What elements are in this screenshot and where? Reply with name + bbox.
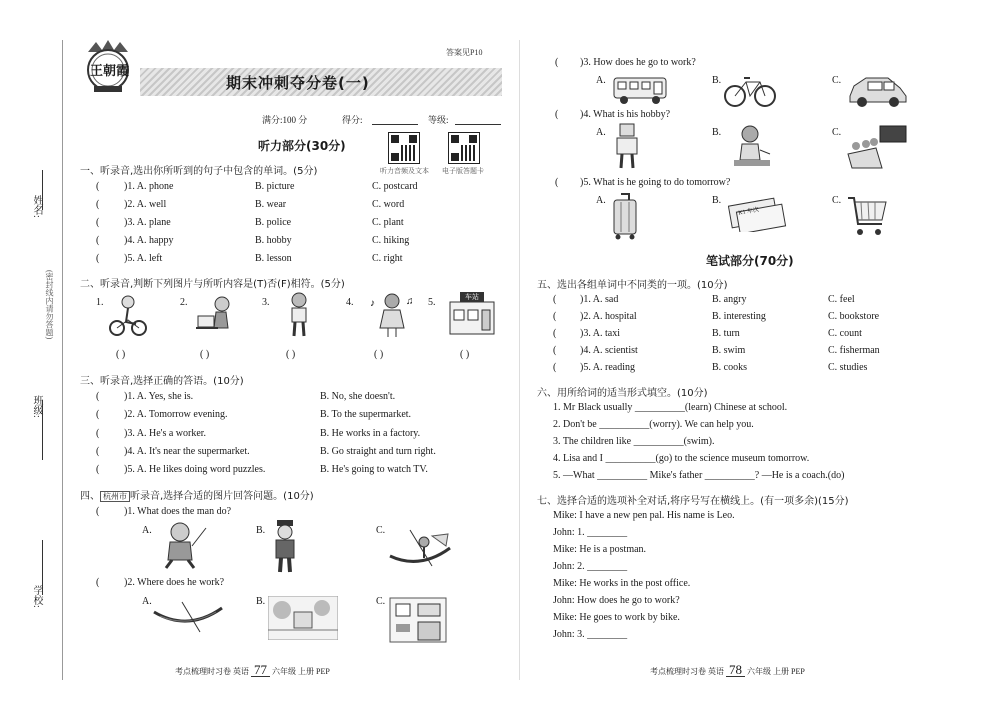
answer-paren[interactable]: ( ) bbox=[116, 349, 126, 360]
option-a: )1. A. Yes, she is. bbox=[124, 391, 194, 402]
listening-title: 听力部分(30分) bbox=[258, 139, 346, 153]
grade-label: 等级: bbox=[428, 115, 449, 125]
footer-right bbox=[650, 663, 805, 678]
score-field[interactable] bbox=[372, 124, 418, 125]
option-b: B. bbox=[256, 596, 266, 607]
option-b: B. Go straight and turn right. bbox=[320, 446, 436, 457]
page-title: 期末冲刺夺分卷(一) bbox=[226, 74, 370, 92]
answer-paren[interactable]: ( bbox=[553, 362, 557, 373]
boat-icon bbox=[152, 598, 224, 639]
section-4-prefix: 四、 bbox=[80, 491, 100, 502]
question-text: )4. What is his hobby? bbox=[580, 109, 671, 120]
qr-code-answer-sheet[interactable] bbox=[448, 132, 480, 164]
answer-paren[interactable]: ( bbox=[96, 235, 100, 246]
binding-name-label: 姓名: bbox=[31, 195, 42, 218]
binding-class-label: 班级: bbox=[31, 395, 42, 418]
section-2-title: 二、听录音,判断下列图片与所听内容是(T)否(F)相符。(5分) bbox=[80, 279, 345, 290]
option-c: C. bbox=[832, 195, 842, 206]
footer-grade: 六年级 上册 PEP bbox=[747, 667, 805, 676]
option-b: B. bbox=[712, 75, 722, 86]
option-b: B. picture bbox=[255, 181, 295, 192]
option-b: B. wear bbox=[255, 199, 287, 210]
option-b: B. turn bbox=[712, 328, 740, 339]
option-b: B. lesson bbox=[255, 253, 292, 264]
picture-number: 4. bbox=[346, 297, 354, 308]
dialog-line[interactable]: John: 2. ________ bbox=[553, 561, 628, 572]
answer-paren[interactable]: ( bbox=[96, 391, 100, 402]
writing-title: 笔试部分(70分) bbox=[706, 254, 794, 268]
option-b: B. He's going to watch TV. bbox=[320, 464, 428, 475]
answer-paren[interactable]: ( bbox=[96, 506, 100, 517]
option-a: A. bbox=[596, 75, 606, 86]
answer-paren[interactable]: ( bbox=[96, 199, 100, 210]
option-a: )3. A. plane bbox=[124, 217, 171, 228]
option-a: )2. A. Tomorrow evening. bbox=[124, 409, 228, 420]
option-c: C. count bbox=[828, 328, 862, 339]
svg-text:♪: ♪ bbox=[370, 298, 375, 309]
option-a: )5. A. reading bbox=[580, 362, 635, 373]
option-c: C. postcard bbox=[372, 181, 418, 192]
option-c: C. bbox=[376, 525, 386, 536]
answer-paren[interactable]: ( bbox=[96, 577, 100, 588]
boy-using-computer-icon bbox=[196, 294, 236, 339]
option-a: )5. A. left bbox=[124, 253, 163, 264]
station-sign: 车站 bbox=[460, 292, 484, 302]
option-a: A. bbox=[142, 525, 152, 536]
option-b: B. interesting bbox=[712, 311, 766, 322]
option-c: C. plant bbox=[372, 217, 404, 228]
full-score: 满分:100 分 bbox=[262, 115, 308, 125]
question-text: )1. What does the man do? bbox=[124, 506, 232, 517]
option-b: B. bbox=[256, 525, 266, 536]
option-c: C. feel bbox=[828, 294, 855, 305]
answer-paren[interactable]: ( bbox=[96, 253, 100, 264]
answer-paren[interactable]: ( bbox=[553, 345, 557, 356]
footer-series: 考点梳理时习卷 英语 bbox=[650, 667, 724, 676]
section-1-title: 一、听录音,选出你所听到的句子中包含的单词。(5分) bbox=[80, 166, 318, 177]
section-5-title: 五、选出各组单词中不同类的一项。(10分) bbox=[537, 280, 728, 291]
option-a: )1. A. sad bbox=[580, 294, 619, 305]
option-a: )4. A. happy bbox=[124, 235, 174, 246]
picture-number: 3. bbox=[262, 297, 270, 308]
brand-logo bbox=[80, 38, 136, 94]
option-c: C. bookstore bbox=[828, 311, 880, 322]
suitcase-icon bbox=[612, 192, 638, 245]
dialog-line: Mike: I have a new pen pal. His name is Leo. bbox=[553, 510, 735, 521]
binding-school-label: 学校: bbox=[31, 585, 42, 608]
section-3-title: 三、听录音,选择正确的答语。(10分) bbox=[80, 376, 244, 387]
fill-blank-line[interactable]: 1. Mr Black usually __________(learn) Chinese at school. bbox=[553, 402, 788, 413]
option-b: B. bbox=[712, 127, 722, 138]
option-a: A. bbox=[596, 195, 606, 206]
option-a: )3. A. taxi bbox=[580, 328, 620, 339]
option-a: )2. A. hospital bbox=[580, 311, 637, 322]
option-c: C. right bbox=[372, 253, 403, 264]
option-a: )4. A. scientist bbox=[580, 345, 638, 356]
question-text: )3. How does he go to work? bbox=[580, 57, 696, 68]
svg-text:♫: ♫ bbox=[406, 296, 414, 307]
picture-number: 5. bbox=[428, 297, 436, 308]
dialog-line[interactable]: John: 3. ________ bbox=[553, 629, 628, 640]
car-icon bbox=[846, 74, 908, 113]
answer-paren[interactable]: ( bbox=[96, 217, 100, 228]
bicycle-icon bbox=[724, 72, 776, 113]
section-6-title: 六、用所给词的适当形式填空。(10分) bbox=[537, 388, 708, 399]
boy-drawing-icon bbox=[728, 124, 774, 175]
option-b: B. angry bbox=[712, 294, 747, 305]
answer-paren[interactable]: ( bbox=[553, 311, 557, 322]
answer-reference: 答案见P10 bbox=[446, 48, 483, 57]
option-c: C. hiking bbox=[372, 235, 410, 246]
option-a: A. bbox=[596, 127, 606, 138]
option-c: C. fisherman bbox=[828, 345, 880, 356]
option-b: B. To the supermarket. bbox=[320, 409, 412, 420]
answer-paren[interactable]: ( bbox=[96, 446, 100, 457]
binding-note: (密封线内请勿答题) bbox=[45, 270, 54, 340]
option-b: B. bbox=[712, 195, 722, 206]
ticket-text: K1 车次 bbox=[737, 207, 760, 217]
answer-paren[interactable]: ( ) bbox=[460, 349, 470, 360]
page-number: 78 bbox=[726, 663, 745, 677]
park-scene-icon bbox=[268, 596, 338, 645]
footer-series: 考点梳理时习卷 英语 bbox=[175, 667, 249, 676]
option-a: )4. A. It's near the supermarket. bbox=[124, 446, 250, 457]
dialog-line: Mike: He goes to work by bike. bbox=[553, 612, 680, 623]
train-ticket-icon bbox=[728, 196, 788, 237]
picture-number: 2. bbox=[180, 297, 188, 308]
answer-paren[interactable]: ( ) bbox=[286, 349, 296, 360]
fill-blank-line[interactable]: 2. Don't be __________(worry). We can help you. bbox=[553, 419, 754, 430]
option-a: )1. A. phone bbox=[124, 181, 174, 192]
brand-logo-text: 王朝霞 bbox=[90, 64, 130, 79]
fill-blank-line[interactable]: 3. The children like __________(swim). bbox=[553, 436, 715, 447]
gondola-icon bbox=[388, 526, 452, 575]
answer-paren[interactable]: ( bbox=[555, 109, 559, 120]
option-b: B. cooks bbox=[712, 362, 747, 373]
office-building-icon bbox=[388, 596, 448, 649]
answer-paren[interactable]: ( bbox=[96, 181, 100, 192]
answer-paren[interactable]: ( bbox=[96, 409, 100, 420]
option-c: C. bbox=[376, 596, 386, 607]
option-b: B. swim bbox=[712, 345, 746, 356]
answer-paren[interactable]: ( ) bbox=[374, 349, 384, 360]
answer-paren[interactable]: ( bbox=[555, 57, 559, 68]
boy-standing-icon bbox=[284, 292, 314, 343]
answer-paren[interactable]: ( bbox=[96, 464, 100, 475]
binding-school-line bbox=[42, 540, 43, 595]
answer-paren[interactable]: ( bbox=[96, 428, 100, 439]
section-4-text: 听录音,选择合适的图片回答问题。(10分) bbox=[130, 491, 314, 502]
footer-grade: 六年级 上册 PEP bbox=[272, 667, 330, 676]
fill-blank-line[interactable]: 4. Lisa and I __________(go) to the science museum tomorrow. bbox=[553, 453, 810, 464]
page-number: 77 bbox=[251, 663, 270, 677]
footer-left bbox=[175, 663, 330, 678]
region-tag: 杭州市 bbox=[100, 491, 130, 502]
question-text: )5. What is he going to do tomorrow? bbox=[580, 177, 731, 188]
section-4-title bbox=[80, 487, 314, 502]
picture-number: 1. bbox=[96, 297, 104, 308]
shopping-cart-icon bbox=[846, 194, 888, 245]
answer-paren[interactable]: ( ) bbox=[200, 349, 210, 360]
question-text: )2. Where does he work? bbox=[124, 577, 225, 588]
man-fishing-icon bbox=[152, 520, 208, 575]
fill-blank-line[interactable]: 5. —What __________ Mike's father __________? —He is a coach.(do) bbox=[553, 470, 845, 481]
bus-icon bbox=[612, 76, 668, 111]
binding-line bbox=[62, 40, 63, 680]
score-label: 得分: bbox=[342, 115, 363, 125]
option-b: B. He works in a factory. bbox=[320, 428, 421, 439]
binding-class-line bbox=[42, 400, 43, 460]
page-divider bbox=[519, 40, 520, 680]
answer-paren[interactable]: ( bbox=[553, 328, 557, 339]
police-officer-icon bbox=[268, 520, 302, 579]
option-a: )2. A. well bbox=[124, 199, 167, 210]
option-c: C. bbox=[832, 75, 842, 86]
qr-code-audio[interactable] bbox=[388, 132, 420, 164]
option-b: B. hobby bbox=[255, 235, 292, 246]
dialog-line[interactable]: John: 1. ________ bbox=[553, 527, 628, 538]
section-7-title: 七、选择合适的选项补全对话,将序号写在横线上。(有一项多余)(15分) bbox=[537, 496, 849, 507]
robot-costume-icon bbox=[612, 122, 642, 175]
dialog-line: Mike: He is a postman. bbox=[553, 544, 647, 555]
bus-station-icon bbox=[444, 292, 500, 338]
dialog-line: John: How does he go to work? bbox=[553, 595, 680, 606]
option-a: A. bbox=[142, 596, 152, 607]
option-c: C. word bbox=[372, 199, 405, 210]
girl-singing-icon bbox=[370, 292, 414, 343]
option-b: B. police bbox=[255, 217, 292, 228]
option-b: B. No, she doesn't. bbox=[320, 391, 396, 402]
binding-name-line bbox=[42, 170, 43, 210]
classroom-icon bbox=[846, 124, 908, 175]
option-c: C. bbox=[832, 127, 842, 138]
dialog-line: Mike: He works in the post office. bbox=[553, 578, 691, 589]
boy-riding-bike-icon bbox=[108, 294, 148, 343]
option-a: )5. A. He likes doing word puzzles. bbox=[124, 464, 266, 475]
answer-paren[interactable]: ( bbox=[553, 294, 557, 305]
option-c: C. studies bbox=[828, 362, 868, 373]
qr-caption-audio: 听力音频及文本 bbox=[380, 167, 429, 175]
answer-paren[interactable]: ( bbox=[555, 177, 559, 188]
qr-caption-answer-sheet: 电子版答题卡 bbox=[442, 167, 484, 175]
grade-field[interactable] bbox=[455, 124, 501, 125]
option-a: )3. A. He's a worker. bbox=[124, 428, 207, 439]
